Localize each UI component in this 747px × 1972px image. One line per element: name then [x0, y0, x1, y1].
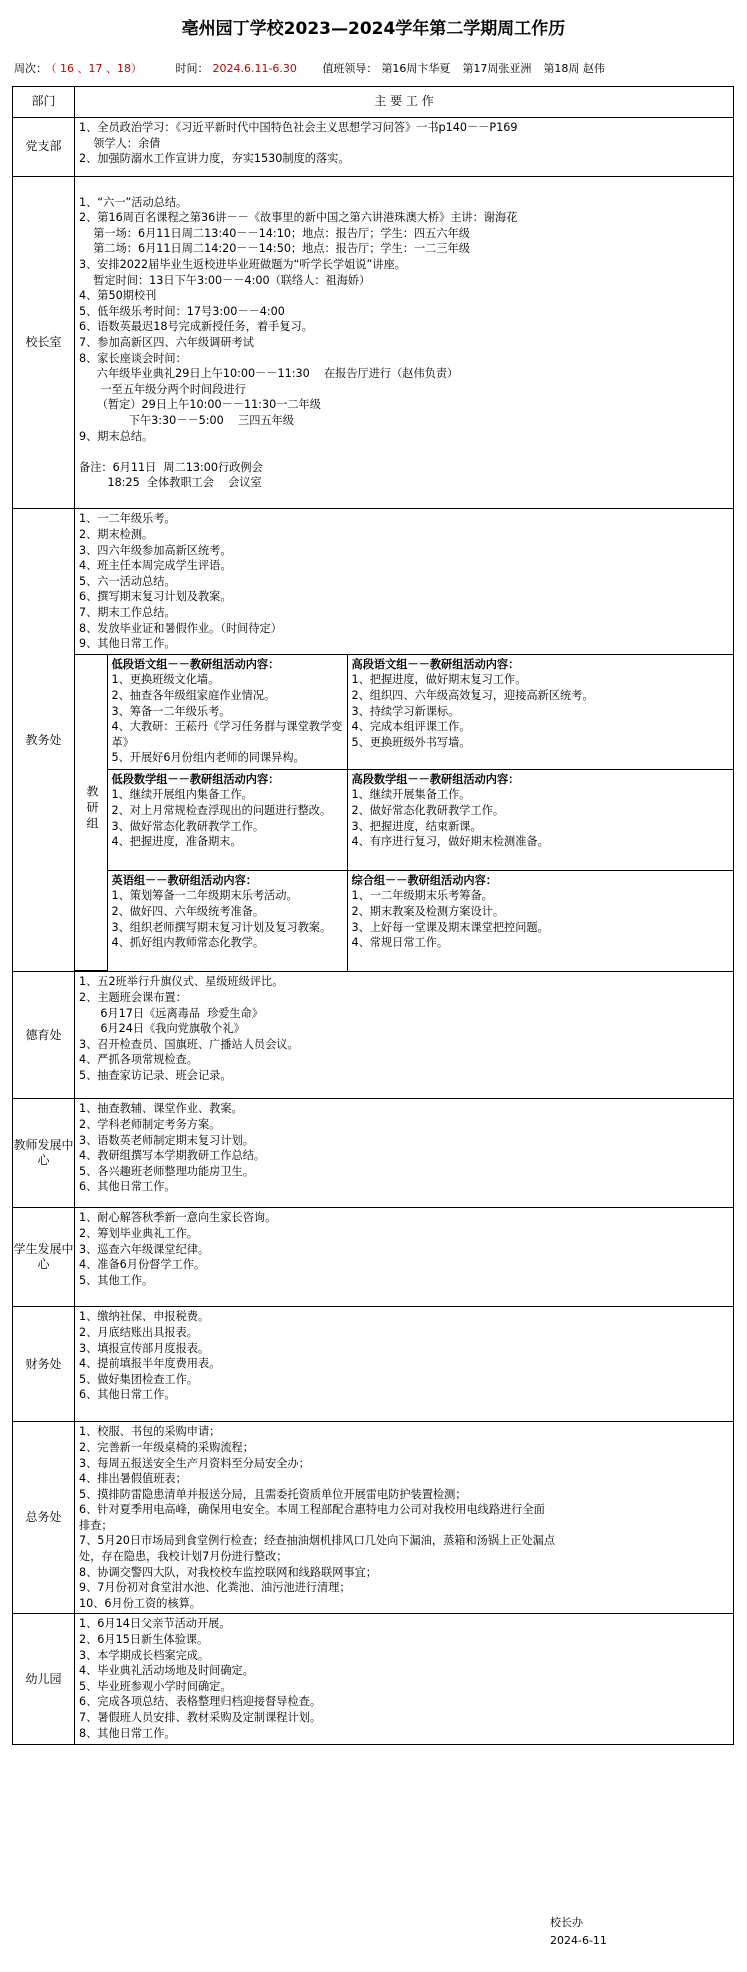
page-title: 亳州园丁学校2023—2024学年第二学期周工作历: [181, 19, 566, 39]
work-line: 3、每周五报送安全生产月资料至分局安全办；: [79, 1456, 310, 1470]
section-dept: 德育处: [13, 972, 75, 1099]
leader-16: 第16周卞华夏: [381, 62, 451, 75]
section-content: [75, 972, 734, 1099]
section-dept: 财务处: [13, 1307, 75, 1422]
work-line: 4、有序进行复习，做好期末检测准备。: [351, 835, 549, 849]
jiaoyan-group: [107, 769, 347, 870]
work-line: 2、学科老师制定考务方案。: [79, 1117, 221, 1131]
work-line: 2、期末检测。: [79, 528, 154, 542]
work-line: 4、第50期校刊: [79, 289, 157, 303]
work-line: 4、教研组撰写本学期教研工作总结。: [79, 1149, 266, 1163]
work-line: 4、提前填报半年度费用表。: [79, 1357, 221, 1371]
section-content: [75, 1614, 734, 1745]
work-line: 领学人：余倩: [79, 136, 161, 150]
work-line: [79, 491, 729, 507]
jiaoyan-group: [107, 654, 347, 769]
work-line: 1、五2班举行升旗仪式、星级班级评比。: [79, 975, 284, 989]
header-dept: 部门: [13, 87, 75, 118]
work-line: 第二场：6月11日周二14:20－－14:50；地点：报告厅；学生：一二三年级: [79, 242, 470, 256]
work-line: 6、其他日常工作。: [79, 1180, 176, 1194]
work-line: 9、期末总结。: [79, 429, 154, 443]
leader-18: 第18周 赵伟: [543, 62, 605, 75]
section-row: [13, 1099, 734, 1208]
work-line: 2、做好四、六年级统考准备。: [111, 905, 265, 918]
work-line: 9、7月份初对食堂泔水池、化粪池、油污池进行清理；: [79, 1581, 351, 1595]
section-dept: 党支部: [13, 118, 75, 177]
work-line: 3、筹备一二年级乐考。: [111, 704, 231, 718]
work-line: 2、期末教案及检测方案设计。: [351, 905, 505, 918]
jiaoyan-label-text: 教研组: [85, 785, 99, 834]
footer-office: 校长办: [550, 1916, 583, 1929]
leader-17: 第17周张亚洲: [462, 62, 532, 75]
work-line: 5、低年级乐考时间：17号3:00－－4:00: [79, 304, 285, 318]
work-line: 6、完成各项总结、表格整理归档迎接督导检查。: [79, 1695, 322, 1709]
work-line: 六年级毕业典礼29日上午10:00－－11:30 在报告厅进行（赵伟负责）: [79, 367, 459, 381]
section-row: [13, 1614, 734, 1745]
work-calendar-table: [12, 86, 734, 1745]
jiaoyan-table: [75, 654, 733, 972]
work-line: 2、筹划毕业典礼工作。: [79, 1226, 198, 1240]
week-label: 周次：: [14, 62, 47, 75]
work-line: 2、做好常态化教研教学工作。: [351, 804, 505, 817]
work-line: 2、第16周百名课程之第36讲－－《故事里的新中国之第六讲港珠澳大桥》主讲：谢海花: [79, 211, 518, 225]
work-line: [79, 444, 729, 460]
work-line: 1、抽查教辅、课堂作业、教案。: [79, 1102, 243, 1116]
section-row: [13, 1422, 734, 1614]
work-line: 3、本学期成长档案完成。: [79, 1648, 210, 1662]
work-line: 6月24日《我向党旗敬个礼》: [79, 1022, 245, 1036]
work-line: 一至五年级分两个时间段进行: [79, 382, 246, 396]
work-line: 2、月底结账出具报表。: [79, 1325, 198, 1339]
footer-date: 2024-6-11: [550, 1934, 607, 1947]
work-line: 5、更换班级外书写墙。: [351, 735, 471, 749]
work-line: 3、安排2022届毕业生返校进毕业班做题为“听学长学姐说”讲座。: [79, 257, 406, 271]
work-line: 4、严抓各项常规检查。: [79, 1053, 198, 1067]
work-line: 8、家长座谈会时间：: [79, 351, 187, 365]
week-value: （ 16 、17 、18）: [51, 62, 142, 75]
work-line: 5、各兴趣班老师整理功能房卫生。: [79, 1164, 254, 1178]
work-line: 6、语数英最迟18号完成新授任务，着手复习。: [79, 320, 313, 334]
work-line: 3、召开检查员、国旗班、广播站人员会议。: [79, 1037, 299, 1051]
work-line: 4、完成本组评课工作。: [351, 720, 471, 734]
work-line: 5、摸排防雷隐患清单并报送分局，且需委托资质单位开展雷电防护装置检测；: [79, 1487, 467, 1501]
work-line: 1、全员政治学习：《习近平新时代中国特色社会主义思想学习问答》一书p140－－P169: [79, 121, 518, 134]
work-line: 18:25 全体教职工会 会议室: [79, 476, 262, 490]
section-dept: 教务处: [13, 509, 75, 972]
time-value: 2024.6.11-6.30: [212, 62, 297, 75]
work-line: 4、准备6月份督学工作。: [79, 1258, 206, 1272]
jiaoyan-group-title: 高段语文组－－教研组活动内容：: [351, 657, 520, 671]
jiaoyan-row: [75, 654, 733, 769]
work-line: 2、抽查各年级组家庭作业情况。: [111, 689, 276, 702]
section-general-lines: [75, 509, 733, 653]
section-dept: 学生发展中心: [13, 1208, 75, 1307]
work-line: 6、撰写期末复习计划及教案。: [79, 590, 232, 604]
section-row: [13, 509, 734, 972]
section-content: [75, 1422, 734, 1614]
section-dept: 教师发展中心: [13, 1099, 75, 1208]
section-row: [13, 1208, 734, 1307]
work-line: 排查；: [79, 1518, 113, 1532]
work-line: 9、其他日常工作。: [79, 637, 176, 651]
section-row: [13, 118, 734, 177]
section-dept: 总务处: [13, 1422, 75, 1614]
section-content: [75, 1307, 734, 1422]
work-line: 3、填报宣传部月度报表。: [79, 1341, 210, 1355]
section-row: [13, 1307, 734, 1422]
work-line: 3、上好每一堂课及期末课堂把控问题。: [351, 920, 549, 934]
section-content: [75, 1099, 734, 1208]
section-row: [13, 972, 734, 1099]
work-line: 5、抽查家访记录、班会记录。: [79, 1068, 232, 1082]
work-line: 2、组织四、六年级高效复习，迎接高新区统考。: [351, 689, 594, 702]
work-line: 7、暑假班人员安排、教材采购及定制课程计划。: [79, 1711, 322, 1724]
work-line: 3、四六年级参加高新区统考。: [79, 543, 232, 557]
work-line: 7、期末工作总结。: [79, 606, 176, 620]
jiaoyan-group: [107, 870, 347, 971]
work-line: 3、持续学习新课标。: [351, 704, 460, 718]
work-line: 4、毕业典礼活动场地及时间确定。: [79, 1664, 254, 1678]
section-dept: 幼儿园: [13, 1614, 75, 1745]
header-work: 主 要 工 作: [75, 87, 734, 118]
work-line: 2、对上月常规检查浮现出的问题进行整改。: [111, 804, 332, 817]
work-line: 暂定时间：13日下午3:00－－4:00（联络人：祖海娇）: [79, 273, 371, 287]
work-line: 5、六一活动总结。: [79, 574, 176, 588]
work-line: 2、6月15日新生体验课。: [79, 1633, 209, 1647]
work-line: 5、做好集团检查工作。: [79, 1372, 198, 1386]
work-line: 备注：6月11日 周二13:00行政例会: [79, 460, 263, 474]
work-line: 3、把握进度，结束新课。: [351, 819, 482, 833]
jiaoyan-group-title: 低段数学组－－教研组活动内容：: [111, 772, 280, 786]
jiaoyan-group-title: 低段语文组－－教研组活动内容：: [111, 657, 280, 671]
jiaoyan-group-title: 英语组－－教研组活动内容：: [111, 873, 257, 887]
meta-line: [14, 60, 734, 76]
jiaoyan-group-title: 综合组－－教研组活动内容：: [351, 873, 497, 887]
work-line: 4、班主任本周完成学生评语。: [79, 559, 232, 573]
section-content: [75, 509, 734, 972]
work-line: 1、一二年级期末乐考筹备。: [351, 889, 493, 903]
work-line: 5、毕业班参观小学时间确定。: [79, 1679, 232, 1693]
work-line: 10、6月份工资的核算。: [79, 1596, 202, 1610]
work-line: 1、继续开展集备工作。: [351, 788, 471, 802]
work-line: 第一场：6月11日周二13:40－－14:10；地点：报告厅；学生：四五六年级: [79, 226, 470, 240]
work-line: 4、常规日常工作。: [351, 936, 449, 950]
work-line: 2、主题班会课布置：: [79, 990, 187, 1004]
work-line: 7、5月20日市场局到食堂例行检查；经查抽油烟机排风口几处向下漏油，蒸箱和汤锅上正处漏点: [79, 1534, 555, 1548]
work-line: 1、一二年级乐考。: [79, 512, 176, 526]
work-line: 6月17日《远离毒品 珍爱生命》: [79, 1006, 264, 1020]
work-line: 2、加强防溺水工作宣讲力度，夯实1530制度的落实。: [79, 152, 350, 166]
work-line: 下午3:30－－5:00 三四五年级: [79, 413, 294, 427]
jiaoyan-group: [347, 870, 733, 971]
section-content: [75, 1208, 734, 1307]
work-line: 处，存在隐患，我校计划7月份进行整改；: [79, 1550, 288, 1564]
work-line: 3、巡查六年级课堂纪律。: [79, 1242, 210, 1256]
work-line: 1、缴纳社保、申报税费。: [79, 1310, 210, 1324]
jiaoyan-row: [75, 870, 733, 971]
work-line: 3、做好常态化教研教学工作。: [111, 819, 265, 833]
work-line: 8、其他日常工作。: [79, 1726, 176, 1740]
section-content: [75, 177, 734, 509]
leader-label: 值班领导：: [322, 62, 378, 75]
work-line: 3、语数英老师制定期末复习计划。: [79, 1133, 254, 1147]
work-line: 4、抓好组内教师常态化教学。: [111, 936, 265, 950]
work-line: （暂定）29日上午10:00－－11:30一二年级: [79, 398, 321, 412]
jiaoyan-group-title: 高段数学组－－教研组活动内容：: [351, 772, 520, 786]
section-dept: 校长室: [13, 177, 75, 509]
work-line: 1、把握进度，做好期末复习工作。: [351, 673, 527, 687]
jiaoyan-group: [347, 769, 733, 870]
work-line: 1、更换班级文化墙。: [111, 673, 220, 687]
work-line: 1、校服、书包的采购申请；: [79, 1425, 221, 1439]
work-line: 1、“六一”活动总结。: [79, 195, 188, 209]
work-line: 4、排出暑假值班表；: [79, 1472, 187, 1486]
work-line: 6、其他日常工作。: [79, 1388, 176, 1402]
jiaoyan-label: [75, 654, 107, 971]
work-line: [79, 179, 729, 195]
work-line: 4、大教研：王菘丹《学习任务群与课堂教学变革》: [111, 720, 343, 749]
work-line: 1、继续开展组内集备工作。: [111, 788, 253, 802]
jiaoyan-row: [75, 769, 733, 870]
work-line: 6、针对夏季用电高峰，确保用电安全。本周工程部配合惠特电力公司对我校用电线路进行全面: [79, 1503, 545, 1517]
work-line: 5、其他工作。: [79, 1273, 154, 1287]
work-line: 1、耐心解答秋季新一意向生家长咨询。: [79, 1211, 277, 1225]
work-line: 4、把握进度，准备期末。: [111, 835, 242, 849]
work-line: 3、组织老师撰写期末复习计划及复习教案。: [111, 920, 332, 934]
section-content: [75, 118, 734, 177]
work-line: 1、策划筹备一二年级期末乐考活动。: [111, 889, 298, 903]
jiaoyan-group: [347, 654, 733, 769]
work-line: 5、开展好6月份组内老师的同课异构。: [111, 751, 305, 765]
section-row: [13, 177, 734, 509]
work-line: 8、发放毕业证和暑假作业。（时间待定）: [79, 621, 282, 635]
table-header-row: [13, 87, 734, 118]
work-line: 2、完善新一年级桌椅的采购流程；: [79, 1440, 254, 1454]
work-line: 1、6月14日父亲节活动开展。: [79, 1617, 231, 1631]
time-label: 时间：: [175, 62, 209, 75]
work-line: 7、参加高新区四、六年级调研考试: [79, 335, 254, 349]
work-line: 8、协调交警四大队，对我校校车监控联网和线路联网事宜；: [79, 1565, 377, 1579]
